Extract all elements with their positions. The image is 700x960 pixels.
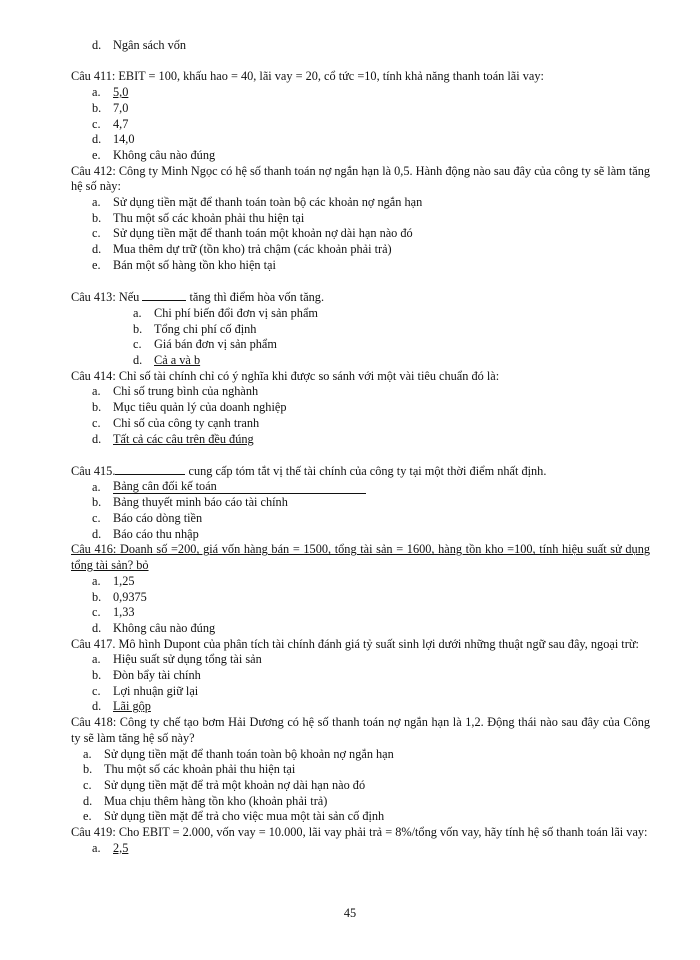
option	[71, 337, 650, 353]
option-text: Thu một số các khoản phải thu hiện tại	[104, 762, 296, 777]
option-letter: c.	[92, 415, 101, 430]
option-letter: c.	[133, 337, 142, 352]
option-text: Sử dụng tiền mặt để thanh toán toàn bộ các khoản nợ ngắn hạn	[113, 195, 423, 210]
question-413-options	[71, 306, 650, 369]
question-413	[71, 289, 650, 306]
option-letter: d.	[92, 38, 102, 52]
question-411-options	[71, 85, 650, 164]
option	[71, 511, 650, 527]
option-letter: c.	[92, 605, 101, 620]
option	[71, 132, 650, 148]
option	[71, 621, 650, 637]
option-letter: a.	[133, 305, 142, 320]
option-letter: c.	[92, 683, 101, 698]
question-415-options	[71, 480, 650, 543]
option	[71, 353, 650, 369]
option-letter: b.	[92, 210, 102, 225]
option-letter: d.	[92, 242, 102, 257]
option	[71, 480, 650, 496]
question-416: Câu 416: Doanh số =200, giá vốn hàng bán = 1500, tổng tài sản = 1600, hàng tồn kho =100, tính hiệu suất sử dụng tổng tài sản? bỏ	[71, 542, 650, 573]
option-letter: b.	[92, 100, 102, 115]
option-letter: b.	[92, 495, 102, 510]
option-text: Giá bán đơn vị sản phẩm	[154, 337, 277, 352]
question-416-options	[71, 574, 650, 637]
option	[71, 668, 650, 684]
question-415	[71, 463, 650, 480]
option	[71, 258, 650, 274]
page-number: 45	[343, 906, 357, 920]
option-letter: b.	[83, 762, 93, 777]
option	[71, 527, 650, 543]
option	[71, 495, 650, 511]
option	[71, 590, 650, 606]
option	[71, 101, 650, 117]
option	[71, 778, 650, 794]
option-text: 14,0	[113, 132, 135, 147]
option-text-correct: Lãi gộp	[113, 699, 151, 714]
option-letter: a.	[92, 384, 101, 399]
question-415-end: cung cấp tóm tắt vị thế tài chính của công ty tại một thời điểm nhất định.	[188, 463, 547, 478]
option	[71, 652, 650, 668]
question-411: Câu 411: EBIT = 100, khấu hao = 40, lãi vay = 20, cổ tức =10, tính khả năng thanh toán lãi vay:	[71, 69, 544, 84]
option-text: Chỉ số của công ty cạnh tranh	[113, 415, 260, 430]
option-text: Bảng thuyết minh báo cáo tài chính	[113, 495, 288, 510]
option-text: Sử dụng tiền mặt để thanh toán toàn bộ khoản nợ ngắn hạn	[104, 746, 394, 761]
question-419-options	[71, 841, 650, 857]
option-text: 7,0	[113, 100, 129, 115]
option-letter: e.	[92, 147, 101, 162]
option	[71, 226, 650, 242]
option-text: Sử dụng tiền mặt để trả cho việc mua một tài sản cố định	[104, 809, 385, 824]
option	[71, 211, 650, 227]
option-text: Sử dụng tiền mặt để trả một khoản nợ dài hạn nào đó	[104, 778, 366, 792]
question-418: Câu 418: Công ty chế tạo bơm Hải Dương có hệ số thanh toán nợ ngắn hạn là 1,2. Động thái nào sau đây của Công ty sẽ làm tăng hệ số này?	[71, 715, 650, 745]
question-412: Câu 412: Công ty Minh Ngọc có hệ số thanh toán nợ ngắn hạn là 0,5. Hành động nào sau đây của công ty sẽ làm tăng hệ số này:	[71, 163, 650, 194]
question-413-start: Câu 413: Nếu	[71, 290, 140, 305]
option	[71, 306, 650, 322]
option-text: Hiệu suất sử dụng tổng tài sản	[113, 652, 262, 667]
option-letter: b.	[133, 321, 143, 336]
option-letter: e.	[92, 257, 101, 272]
option	[71, 747, 650, 763]
blank-line	[142, 289, 186, 301]
option-letter: a.	[92, 195, 101, 210]
option-letter: b.	[92, 668, 102, 683]
option-letter: b.	[92, 400, 102, 415]
option	[71, 574, 650, 590]
option	[71, 794, 650, 810]
option-letter: d.	[92, 132, 102, 147]
option	[71, 195, 650, 211]
option-text: Báo cáo dòng tiền	[113, 511, 203, 526]
option	[71, 605, 650, 621]
option-letter: a.	[92, 840, 101, 855]
option-text: Tổng chi phí cố định	[154, 321, 257, 336]
question-414-options	[71, 384, 650, 447]
option-text: 1,25	[113, 573, 135, 588]
option-text: Chỉ số trung bình của nghành	[113, 384, 259, 399]
option	[71, 400, 650, 416]
option-text: Thu một số các khoản phải thu hiện tại	[113, 210, 305, 225]
option	[71, 148, 650, 164]
option-text: 0,9375	[113, 589, 147, 604]
question-417: Câu 417. Mô hình Dupont của phân tích tài chính đánh giá tỷ suất sinh lợi dưới những thuật ngữ sau đây, ngoại trừ:	[71, 636, 639, 651]
option-letter: c.	[92, 511, 101, 526]
option	[71, 117, 650, 133]
option-text-correct: Tất cả các câu trên đều đúng	[113, 431, 254, 446]
list-item	[71, 38, 650, 54]
blank-line	[115, 463, 185, 475]
question-415-start: Câu 415.	[71, 463, 116, 478]
option-text: Mua thêm dự trữ (tồn kho) trả chậm (các khoản phải trả)	[113, 242, 392, 257]
option-text: Không câu nào đúng	[113, 147, 216, 162]
option-text-correct: Bảng cân đối kế toán	[113, 480, 366, 494]
option	[71, 322, 650, 338]
option-letter: a.	[92, 479, 101, 494]
option-letter: c.	[92, 226, 101, 241]
option-text: Bán một số hàng tồn kho hiện tại	[113, 257, 276, 272]
option-letter: a.	[92, 573, 101, 588]
question-418-options	[71, 747, 650, 826]
option	[71, 841, 650, 857]
question-419: Câu 419: Cho EBIT = 2.000, vốn vay = 10.000, lãi vay phải trả = 8%/tổng vốn vay, hãy tính hệ số thanh toán lãi vay:	[71, 825, 648, 840]
option-text-correct: 5,0	[113, 85, 129, 100]
option-letter: a.	[92, 85, 101, 100]
option-letter: a.	[92, 652, 101, 667]
option-text: Mua chịu thêm hàng tồn kho (khoản phải trả)	[104, 793, 328, 808]
option	[71, 699, 650, 715]
option-letter: d.	[92, 620, 102, 635]
option-text: Đòn bẩy tài chính	[113, 668, 201, 683]
option-text-correct: 2,5	[113, 840, 129, 855]
option	[71, 85, 650, 101]
option	[71, 242, 650, 258]
option-letter: d.	[83, 793, 93, 808]
option	[71, 384, 650, 400]
option-text: 4,7	[113, 116, 129, 131]
option-letter: d.	[92, 431, 102, 446]
option	[71, 416, 650, 432]
question-413-end: tăng thì điểm hòa vốn tăng.	[189, 290, 325, 305]
option-text: 1,33	[113, 605, 135, 620]
option	[71, 684, 650, 700]
option-letter: c.	[83, 778, 92, 792]
option-letter: d.	[133, 353, 143, 368]
option-text: Ngân sách vốn	[113, 38, 187, 52]
option-letter: c.	[92, 116, 101, 131]
option-letter: d.	[92, 699, 102, 714]
question-417-options	[71, 652, 650, 715]
option	[71, 809, 650, 825]
option-letter: e.	[83, 809, 92, 824]
question-414: Câu 414: Chỉ số tài chính chỉ có ý nghĩa khi được so sánh với một vài tiêu chuẩn đó là:	[71, 368, 500, 383]
option-letter: d.	[92, 526, 102, 541]
option-text: Mục tiêu quản lý của doanh nghiệp	[113, 400, 287, 415]
option-text: Sử dụng tiền mặt để thanh toán một khoản nợ dài hạn nào đó	[113, 226, 413, 241]
option-text: Báo cáo thu nhập	[113, 526, 199, 541]
option-letter: b.	[92, 589, 102, 604]
question-412-options	[71, 195, 650, 274]
option-text: Lợi nhuận giữ lại	[113, 683, 199, 698]
option	[71, 762, 650, 778]
option-text: Chi phí biến đổi đơn vị sản phẩm	[154, 305, 318, 320]
option	[71, 432, 650, 448]
option-letter: a.	[83, 746, 92, 761]
option-text-correct: Cả a và b	[154, 353, 201, 368]
option-text: Không câu nào đúng	[113, 620, 216, 635]
